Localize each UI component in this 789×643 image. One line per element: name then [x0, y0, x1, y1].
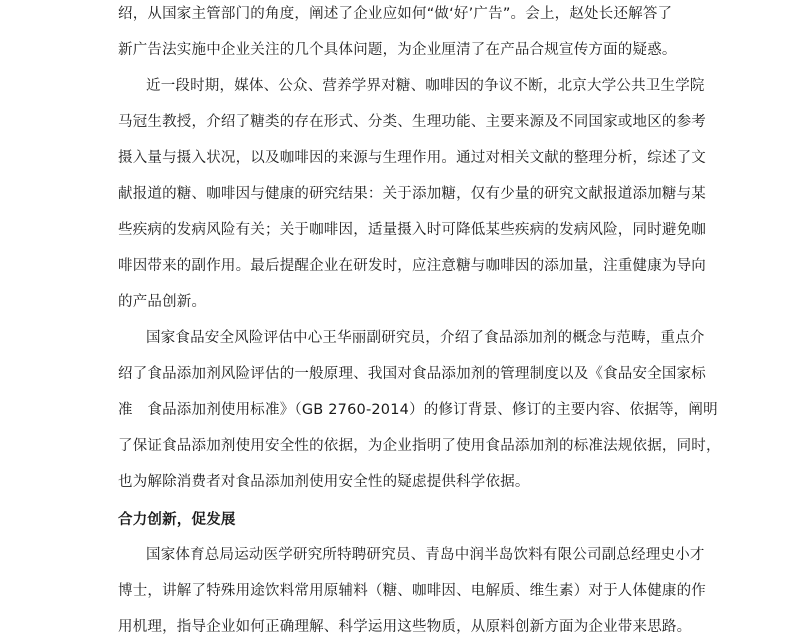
paragraph-line: 国家体育总局运动医学研究所特聘研究员、青岛中润半岛饮料有限公司副总经理史小才	[146, 547, 705, 563]
paragraph-line: 用机理，指导企业如何正确理解、科学运用这些物质，从原料创新方面为企业带来思路。	[118, 619, 692, 635]
paragraph-line: 些疾病的发病风险有关；关于咖啡因，适量摄入时可降低某些疾病的发病风险，同时避免咖	[118, 222, 706, 238]
paragraph-line: 马冠生教授，介绍了糖类的存在形式、分类、生理功能、主要来源及不同国家或地区的参考	[118, 114, 706, 130]
paragraph-line: 绍，从国家主管部门的角度，阐述了企业应如何“做‘好’广告”。会上，赵处长还解答了	[118, 6, 673, 22]
paragraph-line: 献报道的糖、咖啡因与健康的研究结果：关于添加糖，仅有少量的研究文献报道添加糖与某	[118, 186, 706, 202]
section-heading: 合力创新，促发展	[118, 512, 236, 528]
paragraph-line: 啡因带来的副作用。最后提醒企业在研发时，应注意糖与咖啡因的添加量，注重健康为导向	[118, 258, 706, 274]
paragraph-line: 也为解除消费者对食品添加剂使用安全性的疑虑提供科学依据。	[118, 474, 530, 490]
paragraph-line: 了保证食品添加剂使用安全性的依据，为企业指明了使用食品添加剂的标准法规依据，同时，	[118, 438, 721, 454]
paragraph-line: 国家食品安全风险评估中心王华丽副研究员，介绍了食品添加剂的概念与范畴，重点介	[146, 330, 705, 346]
paragraph-line: 新广告法实施中企业关注的几个具体问题，为企业厘清了在产品合规宣传方面的疑惑。	[118, 42, 677, 58]
paragraph-line: 准 食品添加剂使用标准》（GB 2760-2014）的修订背景、修订的主要内容、依据等，阐明	[118, 402, 718, 418]
paragraph-line: 绍了食品添加剂风险评估的一般原理、我国对食品添加剂的管理制度以及《食品安全国家标	[118, 366, 706, 382]
paragraph-line: 摄入量与摄入状况，以及咖啡因的来源与生理作用。通过对相关文献的整理分析，综述了文	[118, 150, 706, 166]
paragraph-line: 博士，讲解了特殊用途饮料常用原辅料（糖、咖啡因、电解质、维生素）对于人体健康的作	[118, 583, 706, 599]
paragraph-line: 近一段时期，媒体、公众、营养学界对糖、咖啡因的争议不断，北京大学公共卫生学院	[146, 78, 705, 94]
paragraph-line: 的产品创新。	[118, 294, 207, 310]
